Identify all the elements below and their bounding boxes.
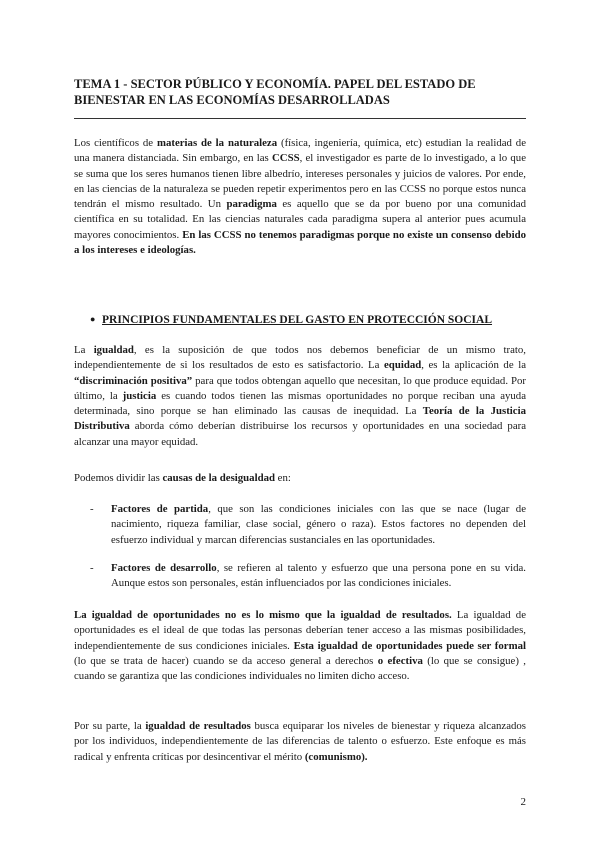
text-run: Los científicos de	[74, 137, 157, 149]
title-divider	[74, 118, 526, 119]
text-run: La	[74, 344, 94, 356]
bold-run: Esta igualdad de oportunidades puede ser formal	[293, 639, 526, 652]
text-run: es aquello que se da por bueno por una comunidad científica en su totalidad. En las ciencias naturales cada paradigma supera al anterior pues acumula mayores conocimientos.	[74, 198, 526, 241]
bold-run: causas de la desigualdad	[162, 472, 275, 484]
title-line-2: BIENESTAR EN LAS ECONOMÍAS DESARROLLADAS	[74, 93, 390, 107]
section-heading-text: PRINCIPIOS FUNDAMENTALES DEL GASTO EN PROTECCIÓN SOCIAL	[102, 314, 493, 326]
text-run: , el investigador es parte de lo investigado, a lo que se suma que los seres humanos tienen libre albedrío, intereses personales y juicios de valores. Por ende, en las ciencias de la naturaleza se pueden repetir experimentos pero en las CCSS no porque estos nunca tendrán el mismo resultado. Un	[74, 152, 526, 211]
bullet-icon: ●	[90, 314, 96, 324]
list-item-text	[111, 502, 526, 548]
bold-run: En las CCSS no tenemos paradigmas porque no existe un consenso debido a los intereses e ideologías.	[74, 228, 526, 257]
bold-run: Teoría de la Justicia Distributiva	[74, 405, 526, 433]
bold-run: (comunismo).	[304, 750, 368, 763]
bold-run: Factores de desarrollo	[111, 562, 217, 574]
page-number: 2	[520, 796, 526, 808]
text-run: (física, ingeniería, química, etc) estudian la realidad de una manera distanciada. Sin embargo, en las	[74, 137, 526, 165]
paragraph-opportunities	[74, 608, 526, 684]
bold-run: CCSS	[271, 152, 300, 165]
bold-run: igualdad	[93, 344, 134, 356]
text-run: es cuando todos tienen las mismas oportunidades no porque reciban una ayuda determinada, sino porque se han eliminado las causas de inequidad. La	[74, 389, 526, 418]
title-line-1: TEMA 1 - SECTOR PÚBLICO Y ECONOMÍA. PAPEL DEL ESTADO DE	[74, 77, 476, 91]
text-run: , es la aplicación de la	[421, 359, 526, 372]
text-run: Por su parte, la	[74, 720, 146, 732]
text-run: (lo que se trata de hacer) cuando se da acceso general a derechos	[74, 654, 378, 667]
bold-run: justicia	[122, 389, 157, 402]
list-dash: -	[90, 562, 94, 574]
list-item	[74, 502, 526, 548]
section-heading	[74, 312, 526, 328]
paragraph-equality	[74, 343, 526, 450]
text-run: en:	[274, 472, 291, 484]
text-run: , es la suposición de que todos nos debemos beneficiar de un mismo trato, independientemente de si los resultados de esto es satisfactorio. La	[74, 344, 526, 372]
list-item-text	[111, 561, 526, 592]
list-dash: -	[90, 503, 94, 515]
bold-run: Factores de partida	[111, 503, 209, 515]
bold-run: equidad	[384, 359, 422, 372]
bold-run: “discriminación positiva”	[74, 374, 193, 387]
paragraph-results	[74, 719, 526, 765]
text-run: (lo que se consigue) , cuando se garantiza que las condiciones individuales no limiten dicho acceso.	[74, 654, 526, 683]
paragraph-intro	[74, 136, 526, 258]
bold-run: igualdad de resultados	[145, 720, 251, 732]
list-item	[74, 561, 526, 592]
text-run: aborda cómo deberían distribuirse los recursos y oportunidades en una sociedad para alcanzar una mayor equidad.	[74, 420, 526, 448]
bold-run: paradigma	[226, 198, 277, 211]
text-run: busca equiparar los niveles de bienestar y riqueza alcanzados por los individuos, independientemente de las diferencias de talento o esfuerzo. Este enfoque es más radical y enfrenta críticas por desincentivar el mérito	[74, 720, 526, 763]
bold-run: La igualdad de oportunidades no es lo mismo que la igualdad de resultados.	[74, 609, 452, 621]
text-run: , que son las condiciones iniciales con las que se nace (lugar de nacimiento, riqueza familiar, clase social, género o raza). Estos factores no dependen del esfuerzo individual y marcan diferencias sustanciales en las oportunidades.	[111, 503, 526, 546]
text-run: La igualdad de oportunidades es el ideal de que todas las personas deberían tener acceso a las mismas posibilidades, independientemente de sus condiciones iniciales.	[74, 609, 526, 652]
paragraph-causes	[74, 471, 526, 486]
text-run: Podemos dividir las	[74, 472, 163, 484]
document-title	[74, 76, 526, 108]
text-run: , se refieren al talento y esfuerzo que una persona pone en su vida. Aunque estos son personales, están influenciados por las condiciones iniciales.	[111, 562, 526, 590]
text-run: para que todos obtengan aquello que necesitan, lo que produce equidad. Por último, la	[74, 374, 527, 402]
bold-run: o efectiva	[377, 654, 423, 667]
bold-run: materias de la naturaleza	[156, 137, 278, 149]
